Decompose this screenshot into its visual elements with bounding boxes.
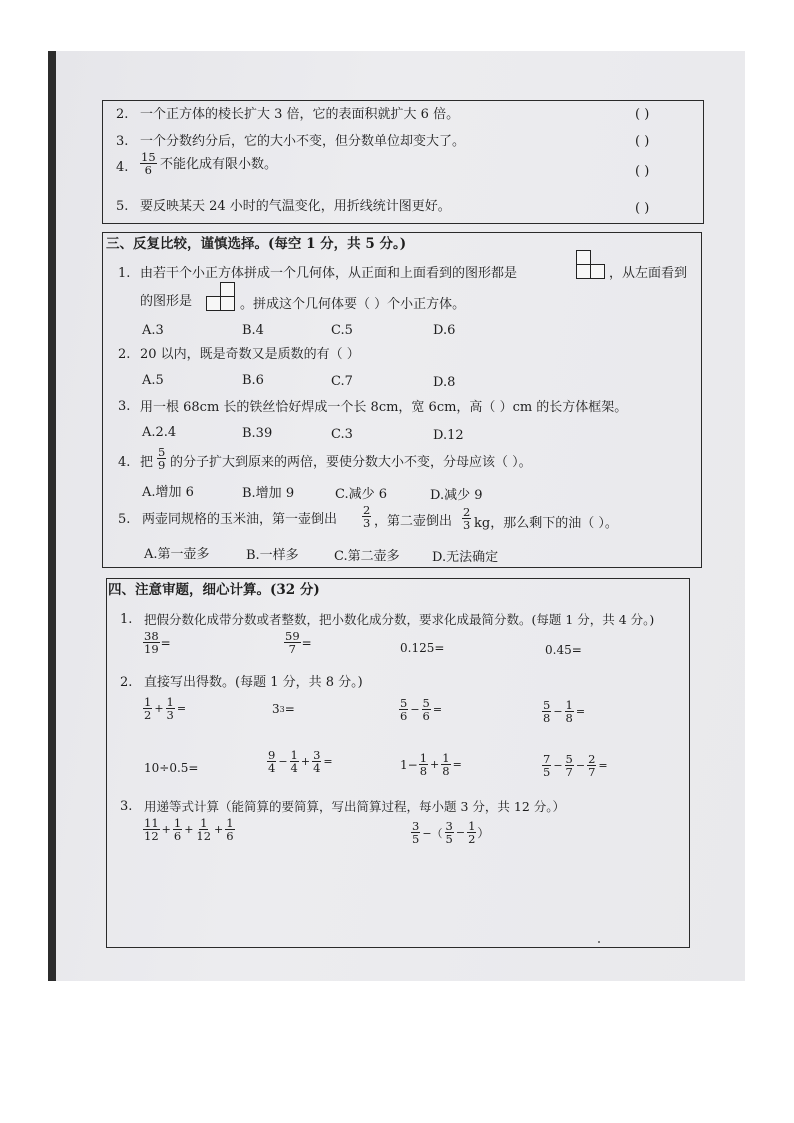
choice-q4-pre: 把: [140, 455, 154, 470]
choice-q1-option-b[interactable]: B.4: [242, 323, 264, 338]
choice-q1-option-c[interactable]: C.5: [331, 323, 353, 338]
choice-q1-option-d[interactable]: D.6: [433, 323, 456, 338]
calc-q1-item-4: 0.45=: [545, 643, 582, 657]
choice-q3-option-c[interactable]: C.3: [331, 427, 353, 442]
choice-q3-number: 3.: [118, 399, 131, 414]
calc-q2-expr-1: $\frac{1}{2}$ + $\frac{1}{3}$ =: [144, 695, 187, 722]
choice-q4-fraction: $\frac{5}{9}$: [158, 445, 166, 472]
judge-item-4-text: 不能化成有限小数。: [160, 157, 278, 172]
choice-section-title: 三、反复比较，谨慎选择。(每空 1 分，共 5 分。): [106, 236, 407, 252]
choice-q4-option-b[interactable]: B.增加 9: [242, 486, 295, 501]
choice-q5-number: 5.: [118, 512, 131, 527]
choice-q1-line1: 由若干个小正方体拼成一个几何体，从正面和上面看到的图形都是: [140, 266, 518, 281]
choice-q4-option-a[interactable]: A.增加 6: [142, 485, 194, 500]
judge-item-5-number: 5.: [116, 199, 129, 214]
choice-q1-number: 1.: [118, 266, 131, 281]
choice-q5-pre: 两壶同规格的玉米油，第一壶倒出: [142, 512, 338, 527]
calc-q2-expr-3: $\frac{5}{6}$ − $\frac{5}{6}$ =: [400, 696, 443, 723]
judge-item-5-text: 要反映某天 24 小时的气温变化，用折线统计图更好。: [140, 199, 451, 214]
choice-q3-option-a[interactable]: A.2.4: [142, 425, 177, 440]
choice-q1-line2-end: 。拼成这个几何体要（ ）个小正方体。: [240, 297, 466, 312]
choice-q3-option-b[interactable]: B.39: [242, 426, 273, 441]
choice-q5-option-a[interactable]: A.第一壶多: [144, 547, 210, 562]
choice-q2-option-a[interactable]: A.5: [142, 373, 164, 388]
calc-q2-expr-4: $\frac{5}{8}$ − $\frac{1}{8}$ =: [543, 698, 586, 725]
judge-item-5-answer[interactable]: ( ): [635, 201, 650, 216]
choice-q5-option-b[interactable]: B.一样多: [246, 548, 299, 563]
choice-q2-text: 20 以内，既是奇数又是质数的有（ ）: [140, 347, 360, 362]
judge-item-3-answer[interactable]: ( ): [635, 134, 650, 149]
choice-q5-option-c[interactable]: C.第二壶多: [334, 549, 400, 564]
calc-q1-item-2: $\frac{59}{7}$ =: [285, 629, 312, 656]
choice-q1-option-a[interactable]: A.3: [142, 323, 164, 338]
calc-q2-number: 2.: [120, 675, 133, 690]
judge-item-3-number: 3.: [116, 134, 129, 149]
choice-q2-option-b[interactable]: B.6: [242, 373, 264, 388]
choice-q1-line2-start: 的图形是: [140, 294, 193, 309]
judge-item-2-answer[interactable]: ( ): [635, 107, 650, 122]
calc-q3-number: 3.: [120, 799, 133, 814]
page-edge-shadow: [48, 51, 56, 981]
calc-q1-item-3: 0.125=: [400, 641, 445, 655]
calculation-section-title: 四、注意审题，细心计算。(32 分): [108, 582, 320, 598]
calc-q2-expr-2: 3 3 =: [272, 702, 295, 716]
choice-q4-number: 4.: [118, 455, 131, 470]
choice-q4-option-c[interactable]: C.减少 6: [335, 487, 388, 502]
calc-q1-text: 把假分数化成带分数或者整数，把小数化成分数，要求化成最简分数。(每题 1 分，共 4 分。): [144, 612, 655, 627]
calc-q2-expr-6: $\frac{9}{4}$ − $\frac{1}{4}$ + $\frac{3}{4}$ =: [268, 748, 333, 775]
judge-item-4-number: 4.: [116, 160, 129, 175]
scan-speck: [598, 941, 600, 943]
choice-q1-line1-end: ，从左面看到: [609, 266, 688, 281]
judge-item-4-answer[interactable]: ( ): [635, 164, 650, 179]
choice-q5-option-d[interactable]: D.无法确定: [432, 550, 499, 565]
judge-item-4-fraction: $\frac{15}{6}$: [141, 150, 156, 177]
judge-item-3-text: 一个分数约分后，它的大小不变，但分数单位却变大了。: [140, 134, 466, 149]
choice-q5-fraction-2: $\frac{2}{3}$: [463, 505, 471, 532]
choice-q2-option-c[interactable]: C.7: [331, 374, 353, 389]
choice-q3-text: 用一根 68cm 长的铁丝恰好焊成一个长 8cm，宽 6cm，高（ ）cm 的长方体框架。: [140, 400, 628, 415]
calc-q2-text: 直接写出得数。(每题 1 分，共 8 分。): [144, 675, 363, 690]
choice-q5-mid: ，第二壶倒出: [374, 514, 453, 529]
calc-q3-expr-1: $\frac{11}{12}$ + $\frac{1}{6}$ + $\frac{1}{12}$ + $\frac{1}{6}$: [144, 816, 234, 843]
calc-q2-expr-8: $\frac{7}{5}$ − $\frac{5}{7}$ − $\frac{2}{7}$ =: [543, 752, 608, 779]
choice-q5-fraction-1: $\frac{2}{3}$: [363, 503, 371, 530]
choice-q4-option-d[interactable]: D.减少 9: [430, 488, 483, 503]
judge-item-2-number: 2.: [116, 107, 129, 122]
judge-item-2-text: 一个正方体的棱长扩大 3 倍，它的表面积就扩大 6 倍。: [140, 107, 460, 122]
choice-q3-option-d[interactable]: D.12: [433, 428, 464, 443]
choice-q2-number: 2.: [118, 347, 131, 362]
choice-q4-post: 的分子扩大到原来的两倍，要使分数大小不变，分母应该（ ）。: [170, 455, 532, 470]
calc-q3-expr-2: $\frac{3}{5}$ −（ $\frac{3}{5}$ − $\frac{1}{2}$ ）: [412, 819, 490, 846]
calc-q2-expr-7: 1− $\frac{1}{8}$ + $\frac{1}{8}$ =: [400, 751, 462, 778]
calc-q1-number: 1.: [120, 612, 133, 627]
calc-q1-item-1: $\frac{38}{19}$ =: [144, 629, 171, 656]
choice-q2-option-d[interactable]: D.8: [433, 375, 456, 390]
choice-q5-post: kg，那么剩下的油（ ）。: [474, 516, 618, 531]
calc-q2-expr-5: 10÷0.5=: [144, 761, 199, 775]
calc-q3-text: 用递等式计算（能简算的要简算，写出简算过程，每小题 3 分，共 12 分。）: [144, 799, 566, 814]
